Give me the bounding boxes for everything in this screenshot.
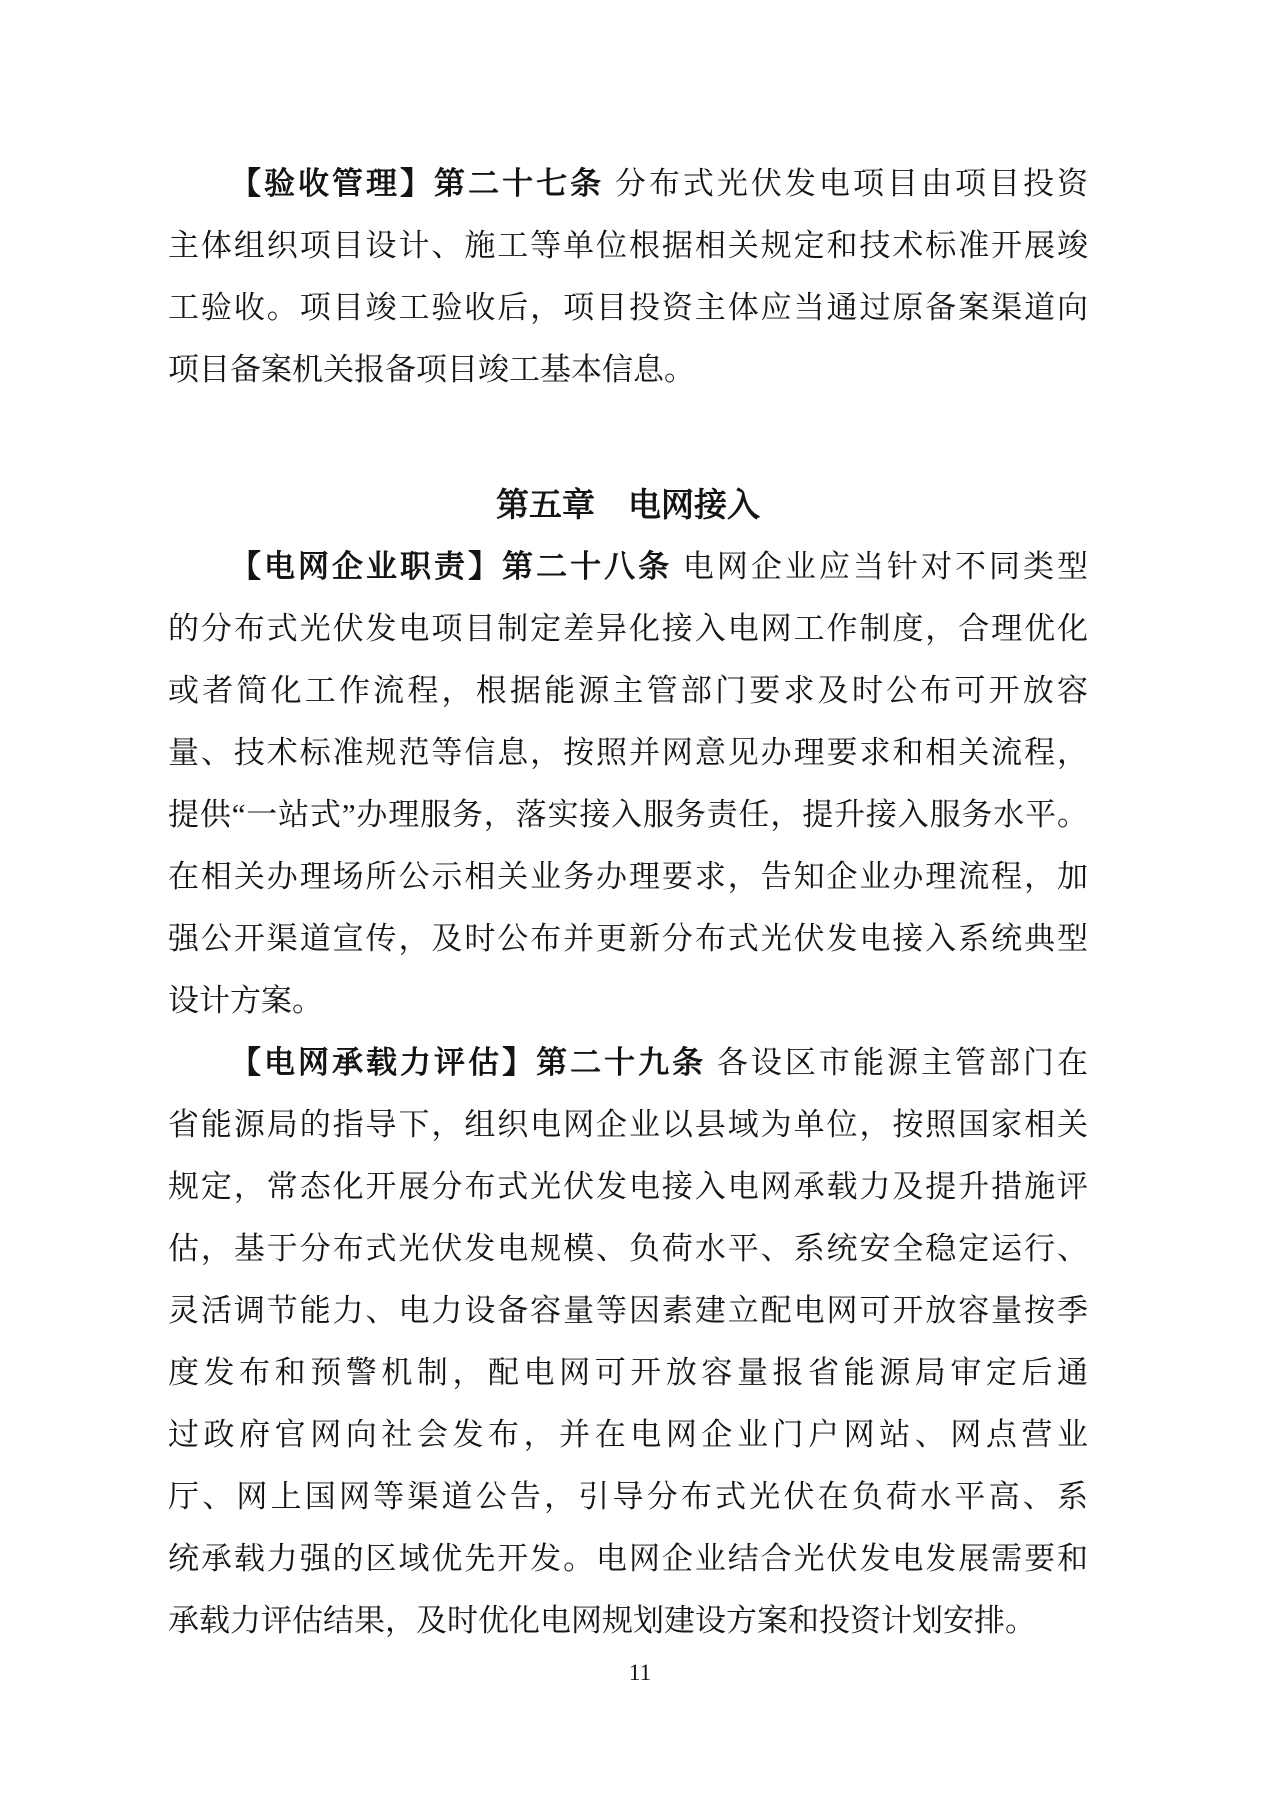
text-line: 提供“一站式”办理服务，落实接入服务责任，提升接入服务水平。 <box>168 797 1088 832</box>
page-number: 11 <box>628 1660 652 1685</box>
text-line: 主体组织项目设计、施工等单位根据相关规定和技术标准开展竣 <box>168 228 1088 263</box>
text-line: 估，基于分布式光伏发电规模、负荷水平、系统安全稳定运行、 <box>168 1231 1088 1266</box>
article-27 <box>168 153 1088 401</box>
article-text: 电网企业应当针对不同类型 <box>672 549 1089 584</box>
text-line: 项目备案机关报备项目竣工基本信息。 <box>168 352 695 387</box>
text-line: 厅、网上国网等渠道公告，引导分布式光伏在负荷水平高、系 <box>168 1479 1088 1514</box>
article-text: 各设区市能源主管部门在 <box>706 1045 1088 1080</box>
text-line: 省能源局的指导下，组织电网企业以县域为单位，按照国家相关 <box>168 1107 1088 1142</box>
text-line: 度发布和预警机制，配电网可开放容量报省能源局审定后通 <box>168 1355 1088 1390</box>
article-tag: 【电网承载力评估】第二十九条 <box>230 1045 707 1080</box>
text-line: 强公开渠道宣传，及时公布并更新分布式光伏发电接入系统典型 <box>168 921 1088 956</box>
article-tag: 【验收管理】第二十七条 <box>230 166 605 201</box>
text-line: 设计方案。 <box>168 983 323 1018</box>
text-line <box>168 1032 1088 1094</box>
article-tag: 【电网企业职责】第二十八条 <box>230 549 673 584</box>
article-28 <box>168 536 1088 1032</box>
document-body <box>168 153 1088 1652</box>
text-line: 的分布式光伏发电项目制定差异化接入电网工作制度，合理优化 <box>168 611 1088 646</box>
text-line: 工验收。项目竣工验收后，项目投资主体应当通过原备案渠道向 <box>168 290 1088 325</box>
article-text: 分布式光伏发电项目由项目投资 <box>604 166 1088 201</box>
text-line: 过政府官网向社会发布，并在电网企业门户网站、网点营业 <box>168 1417 1088 1452</box>
text-line <box>168 153 1088 215</box>
text-line <box>168 536 1088 598</box>
text-line: 承载力评估结果，及时优化电网规划建设方案和投资计划安排。 <box>168 1603 1036 1638</box>
chapter-heading: 第五章 电网接入 <box>496 486 760 523</box>
text-line: 统承载力强的区域优先开发。电网企业结合光伏发电发展需要和 <box>168 1541 1088 1576</box>
text-line: 灵活调节能力、电力设备容量等因素建立配电网可开放容量按季 <box>168 1293 1088 1328</box>
article-29 <box>168 1032 1088 1652</box>
text-line: 量、技术标准规范等信息，按照并网意见办理要求和相关流程， <box>168 735 1088 770</box>
text-line: 或者简化工作流程，根据能源主管部门要求及时公布可开放容 <box>168 673 1088 708</box>
text-line: 在相关办理场所公示相关业务办理要求，告知企业办理流程，加 <box>168 859 1088 894</box>
text-line: 规定，常态化开展分布式光伏发电接入电网承载力及提升措施评 <box>168 1169 1088 1204</box>
